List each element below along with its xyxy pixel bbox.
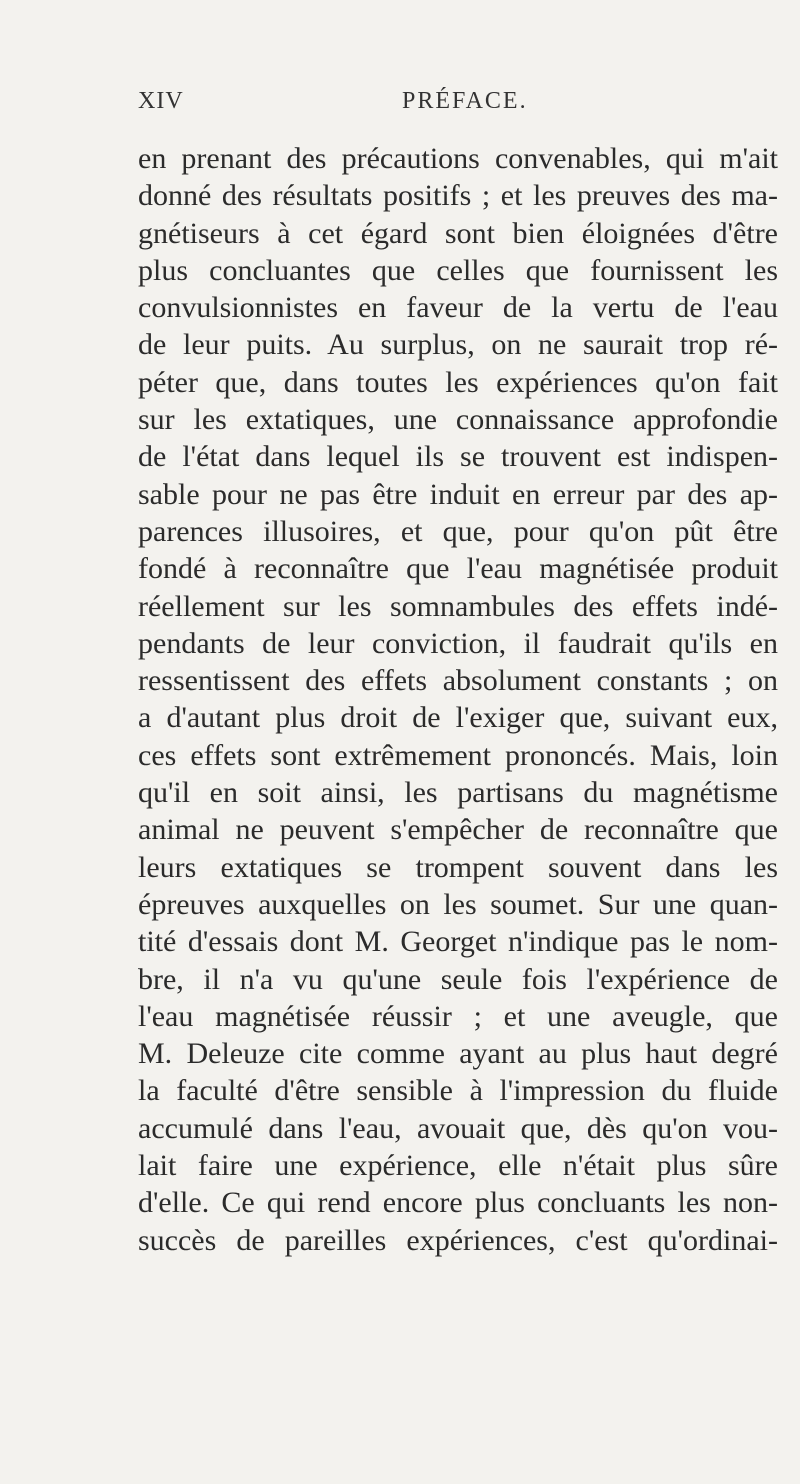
text-line: leurs extatiques se trompent souvent dans les bbox=[138, 850, 778, 884]
text-line: fondé à reconnaître que l'eau magnétisée produit bbox=[138, 552, 778, 586]
text-line: l'eau magnétisée réussir ; et une aveugle, que bbox=[138, 999, 778, 1033]
text-line: ces effets sont extrêmement prononcés. Mais, loin bbox=[138, 738, 778, 772]
text-line: gnétiseurs à cet égard sont bien éloignées d'être bbox=[138, 216, 778, 250]
body-text bbox=[138, 140, 778, 1259]
page-number: XIV bbox=[138, 88, 184, 114]
text-line: accumulé dans l'eau, avouait que, dès qu'on vou- bbox=[138, 1111, 778, 1145]
text-line: pendants de leur conviction, il faudrait qu'ils en bbox=[138, 626, 778, 660]
text-line: sur les extatiques, une connaissance approfondie bbox=[138, 403, 778, 437]
text-line: d'elle. Ce qui rend encore plus concluants les non- bbox=[138, 1186, 778, 1220]
text-line: la faculté d'être sensible à l'impression du fluide bbox=[138, 1074, 778, 1108]
page-header bbox=[138, 88, 778, 124]
text-line: bre, il n'a vu qu'une seule fois l'expérience de bbox=[138, 962, 778, 996]
text-line: a d'autant plus droit de l'exiger que, suivant eux, bbox=[138, 701, 778, 735]
text-line: péter que, dans toutes les expériences qu'on fait bbox=[138, 365, 778, 399]
text-line: donné des résultats positifs ; et les preuves des ma- bbox=[138, 179, 778, 213]
text-line: de l'état dans lequel ils se trouvent est indispen- bbox=[138, 440, 778, 474]
text-line: M. Deleuze cite comme ayant au plus haut degré bbox=[138, 1037, 778, 1071]
text-line: qu'il en soit ainsi, les partisans du magnétisme bbox=[138, 776, 778, 810]
text-line: animal ne peuvent s'empêcher de reconnaître que bbox=[138, 813, 778, 847]
text-line: en prenant des précautions convenables, qui m'ait bbox=[138, 142, 778, 175]
text-line: sable pour ne pas être induit en erreur par des ap- bbox=[138, 477, 778, 511]
text-line: réellement sur les somnambules des effets indé- bbox=[138, 589, 778, 623]
text-line: de leur puits. Au surplus, on ne saurait trop ré- bbox=[138, 328, 778, 362]
text-line: parences illusoires, et que, pour qu'on pût être bbox=[138, 514, 778, 548]
text-line: lait faire une expérience, elle n'était plus sûre bbox=[138, 1149, 778, 1183]
text-line: ressentissent des effets absolument constants ; on bbox=[138, 664, 778, 698]
running-title: PRÉFACE. bbox=[402, 88, 528, 114]
text-line: succès de pareilles expériences, c'est qu'ordinai- bbox=[138, 1223, 778, 1257]
text-line: épreuves auxquelles on les soumet. Sur une quan- bbox=[138, 887, 778, 921]
text-line: plus concluantes que celles que fournissent les bbox=[138, 253, 778, 287]
text-line: tité d'essais dont M. Georget n'indique pas le nom- bbox=[138, 925, 778, 959]
text-line: convulsionnistes en faveur de la vertu de l'eau bbox=[138, 291, 778, 325]
